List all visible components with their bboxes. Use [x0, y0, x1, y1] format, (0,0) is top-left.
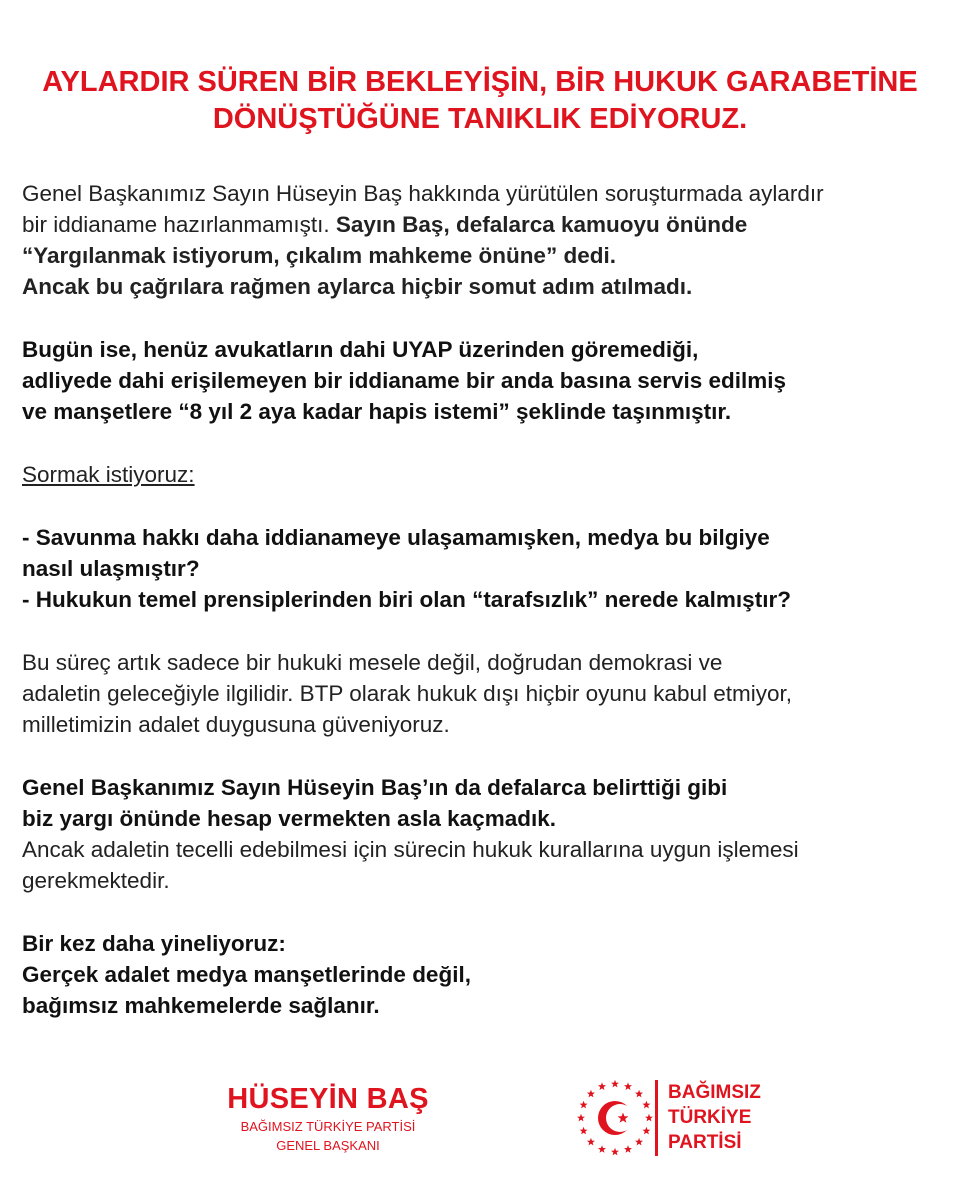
emblem-star-icon [611, 1080, 619, 1088]
paragraph-3 [22, 459, 942, 490]
statement-body [22, 178, 942, 1053]
signature-block [222, 1082, 434, 1154]
emblem-star-icon [587, 1090, 595, 1098]
paragraph-5 [22, 647, 942, 740]
p1-line-4: Ancak bu çağrılara rağmen aylarca hiçbir somut adım atılmadı. [22, 274, 693, 299]
p5-line-3: milletimizin adalet duygusuna güveniyoruz. [22, 712, 450, 737]
p4-line-2: nasıl ulaşmıştır? [22, 556, 200, 581]
title-line-1: AYLARDIR SÜREN BİR BEKLEYİŞİN, BİR HUKUK GARABETİNE [42, 66, 918, 98]
emblem-star-icon [580, 1127, 588, 1135]
title-line-2: DÖNÜŞTÜĞÜNE TANIKLIK EDİYORUZ. [212, 103, 748, 135]
page-title [0, 64, 960, 138]
paragraph-1 [22, 178, 942, 302]
emblem-star-icon [587, 1138, 595, 1146]
paragraph-6 [22, 772, 942, 896]
paragraph-7 [22, 928, 942, 1021]
p7-line-3: bağımsız mahkemelerde sağlanır. [22, 993, 380, 1018]
emblem-star-icon [624, 1082, 632, 1090]
p1-line-2-bold: Sayın Baş, defalarca kamuoyu önünde [335, 212, 748, 237]
p6-line-3: Ancak adaletin tecelli edebilmesi için sürecin hukuk kurallarına uygun işlemesi [22, 837, 799, 862]
emblem-star-icon [598, 1082, 606, 1090]
p4-line-3: - Hukukun temel prensiplerinden biri olan “tarafsızlık” nerede kalmıştır? [22, 587, 791, 612]
emblem-star-icon [611, 1148, 619, 1156]
p5-line-1: Bu süreç artık sadece bir hukuki mesele değil, doğrudan demokrasi ve [22, 650, 723, 675]
paragraph-2 [22, 334, 942, 427]
p2-line-3: ve manşetlere “8 yıl 2 aya kadar hapis istemi” şeklinde taşınmıştır. [22, 399, 732, 424]
emblem-star-icon [635, 1138, 643, 1146]
p3-line-1: Sormak istiyoruz: [22, 462, 195, 487]
signature-party: BAĞIMSIZ TÜRKİYE PARTİSİ [240, 1119, 416, 1134]
logo-line-2: TÜRKİYE [668, 1107, 752, 1128]
p2-line-1: Bugün ise, henüz avukatların dahi UYAP üzerinden göremediği, [22, 337, 699, 362]
p6-line-4: gerekmektedir. [22, 868, 170, 893]
p4-line-1: - Savunma hakkı daha iddianameye ulaşamamışken, medya bu bilgiye [22, 525, 770, 550]
emblem-star-icon [577, 1114, 585, 1122]
emblem-star-icon [624, 1145, 632, 1153]
logo-divider [655, 1080, 658, 1156]
signature-role: GENEL BAŞKANI [276, 1138, 380, 1153]
emblem-star-icon [635, 1090, 643, 1098]
emblem-star-icon [642, 1127, 650, 1135]
p7-line-2: Gerçek adalet medya manşetlerinde değil, [22, 962, 471, 987]
p6-line-1: Genel Başkanımız Sayın Hüseyin Baş’ın da defalarca belirttiği gibi [22, 775, 728, 800]
p5-line-2: adaletin geleceğiyle ilgilidir. BTP olarak hukuk dışı hiçbir oyunu kabul etmiyor, [22, 681, 792, 706]
logo-line-1: BAĞIMSIZ [668, 1082, 761, 1103]
p2-line-2: adliyede dahi erişilemeyen bir iddianame bir anda basına servis edilmiş [22, 368, 787, 393]
signature-name: HÜSEYİN BAŞ [227, 1083, 429, 1115]
p7-line-1: Bir kez daha yineliyoruz: [22, 931, 286, 956]
paragraph-4 [22, 522, 942, 615]
emblem-star-icon [598, 1145, 606, 1153]
p1-line-2 [22, 209, 942, 240]
logo-line-3: PARTİSİ [668, 1132, 742, 1153]
p1-line-2-normal: bir iddianame hazırlanmamıştı. [22, 212, 336, 237]
p6-line-2: biz yargı önünde hesap vermekten asla kaçmadık. [22, 806, 556, 831]
p1-line-3: “Yargılanmak istiyorum, çıkalım mahkeme önüne” dedi. [22, 243, 616, 268]
emblem-star-icon [645, 1114, 653, 1122]
emblem-star-icon [642, 1101, 650, 1109]
p1-line-1: Genel Başkanımız Sayın Hüseyin Baş hakkında yürütülen soruşturmada aylardır [22, 181, 824, 206]
party-logo-text [668, 1080, 761, 1155]
emblem-star-icon [580, 1101, 588, 1109]
